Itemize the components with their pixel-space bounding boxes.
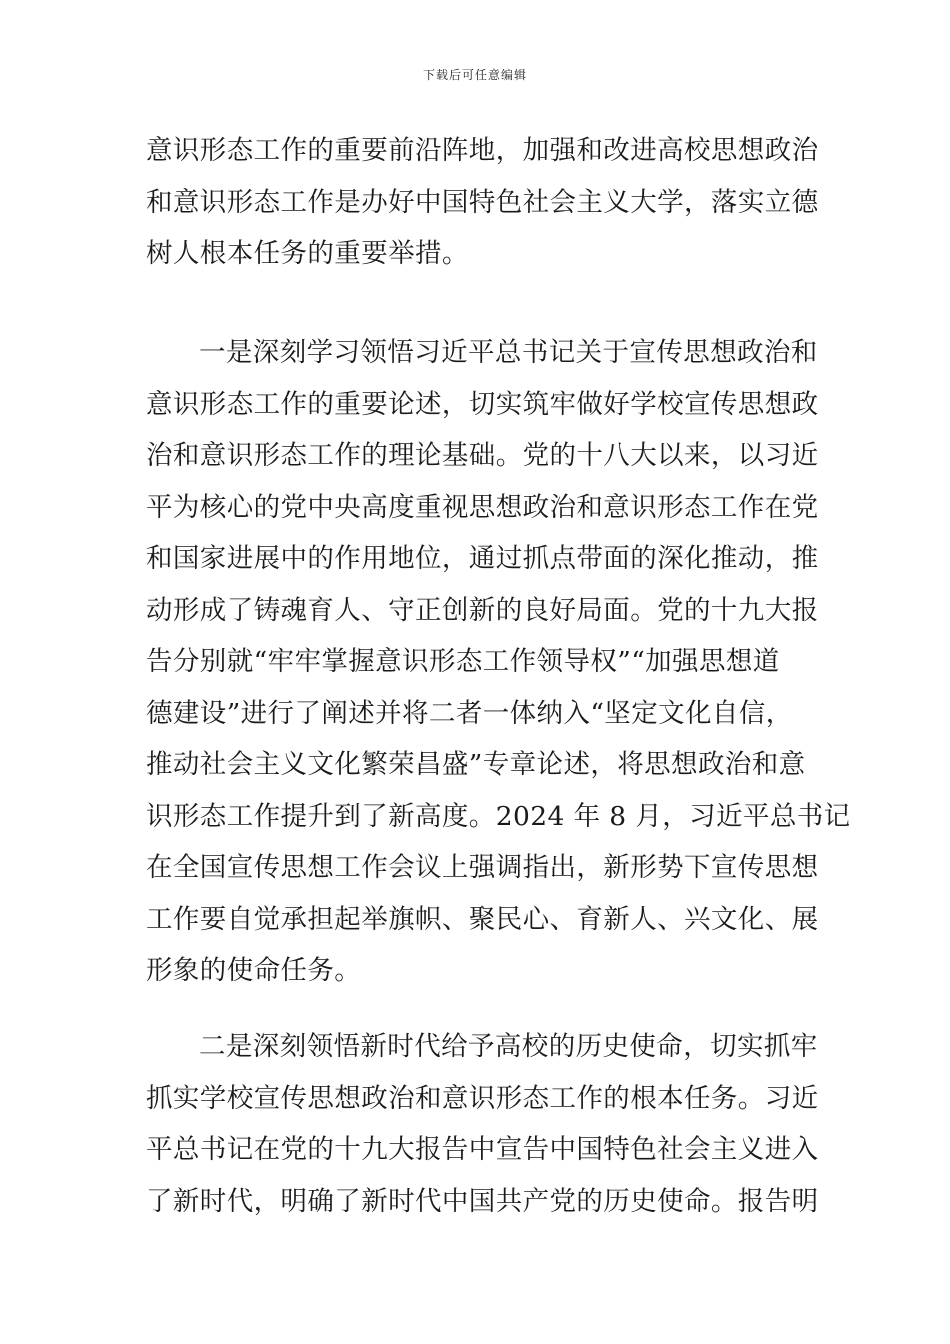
text-line: 平总书记在党的十九大报告中宣告中国特色社会主义进入 — [146, 1134, 819, 1165]
text-line: 和国家进展中的作用地位，通过抓点带面的深化推动，推 — [146, 543, 819, 574]
text-line: 动形成了铸魂育人、守正创新的良好局面。党的十九大报 — [146, 594, 819, 626]
text-line: 告分别就“牢牢掌握意识形态工作领导权”“加强思想道 — [146, 646, 780, 677]
text-line: 树人根本任务的重要举措。 — [146, 238, 469, 269]
text-line: 了新时代，明确了新时代中国共产党的历史使命。报告明 — [146, 1185, 819, 1217]
text-line: 在全国宣传思想工作会议上强调指出，新形势下宣传思想 — [146, 852, 819, 883]
paragraph-point-two — [146, 1021, 819, 1227]
paragraph-point-one — [146, 327, 851, 997]
text-line: 工作要自觉承担起举旗帜、聚民心、育新人、兴文化、展 — [146, 903, 819, 935]
text-line: 一是深刻学习领悟习近平总书记关于宣传思想政治和 — [199, 337, 818, 368]
text-line: 平为核心的党中央高度重视思想政治和意识形态工作在党 — [146, 491, 819, 523]
text-line: 推动社会主义文化繁荣昌盛”专章论述，将思想政治和意 — [146, 749, 806, 780]
text-line: 抓实学校宣传思想政治和意识形态工作的根本任务。习近 — [146, 1082, 819, 1114]
text-line: 和意识形态工作是办好中国特色社会主义大学，落实立德 — [146, 186, 819, 218]
text-line: 意识形态工作的重要论述，切实筑牢做好学校宣传思想政 — [146, 388, 819, 420]
text-line: 治和意识形态工作的理论基础。党的十八大以来，以习近 — [146, 440, 819, 471]
text-line: 识形态工作提升到了新高度。2024 年 8 月，习近平总书记 — [146, 800, 851, 832]
text-line: 意识形态工作的重要前沿阵地，加强和改进高校思想政治 — [146, 135, 819, 166]
paragraph-continuation — [146, 125, 819, 280]
text-line: 德建设”进行了阐述并将二者一体纳入“坚定文化自信， — [146, 697, 793, 729]
text-line: 二是深刻领悟新时代给予高校的历史使命，切实抓牢 — [199, 1031, 818, 1062]
text-line: 形象的使命任务。 — [146, 955, 362, 986]
page-header: 下载后可任意编辑 — [422, 68, 527, 82]
